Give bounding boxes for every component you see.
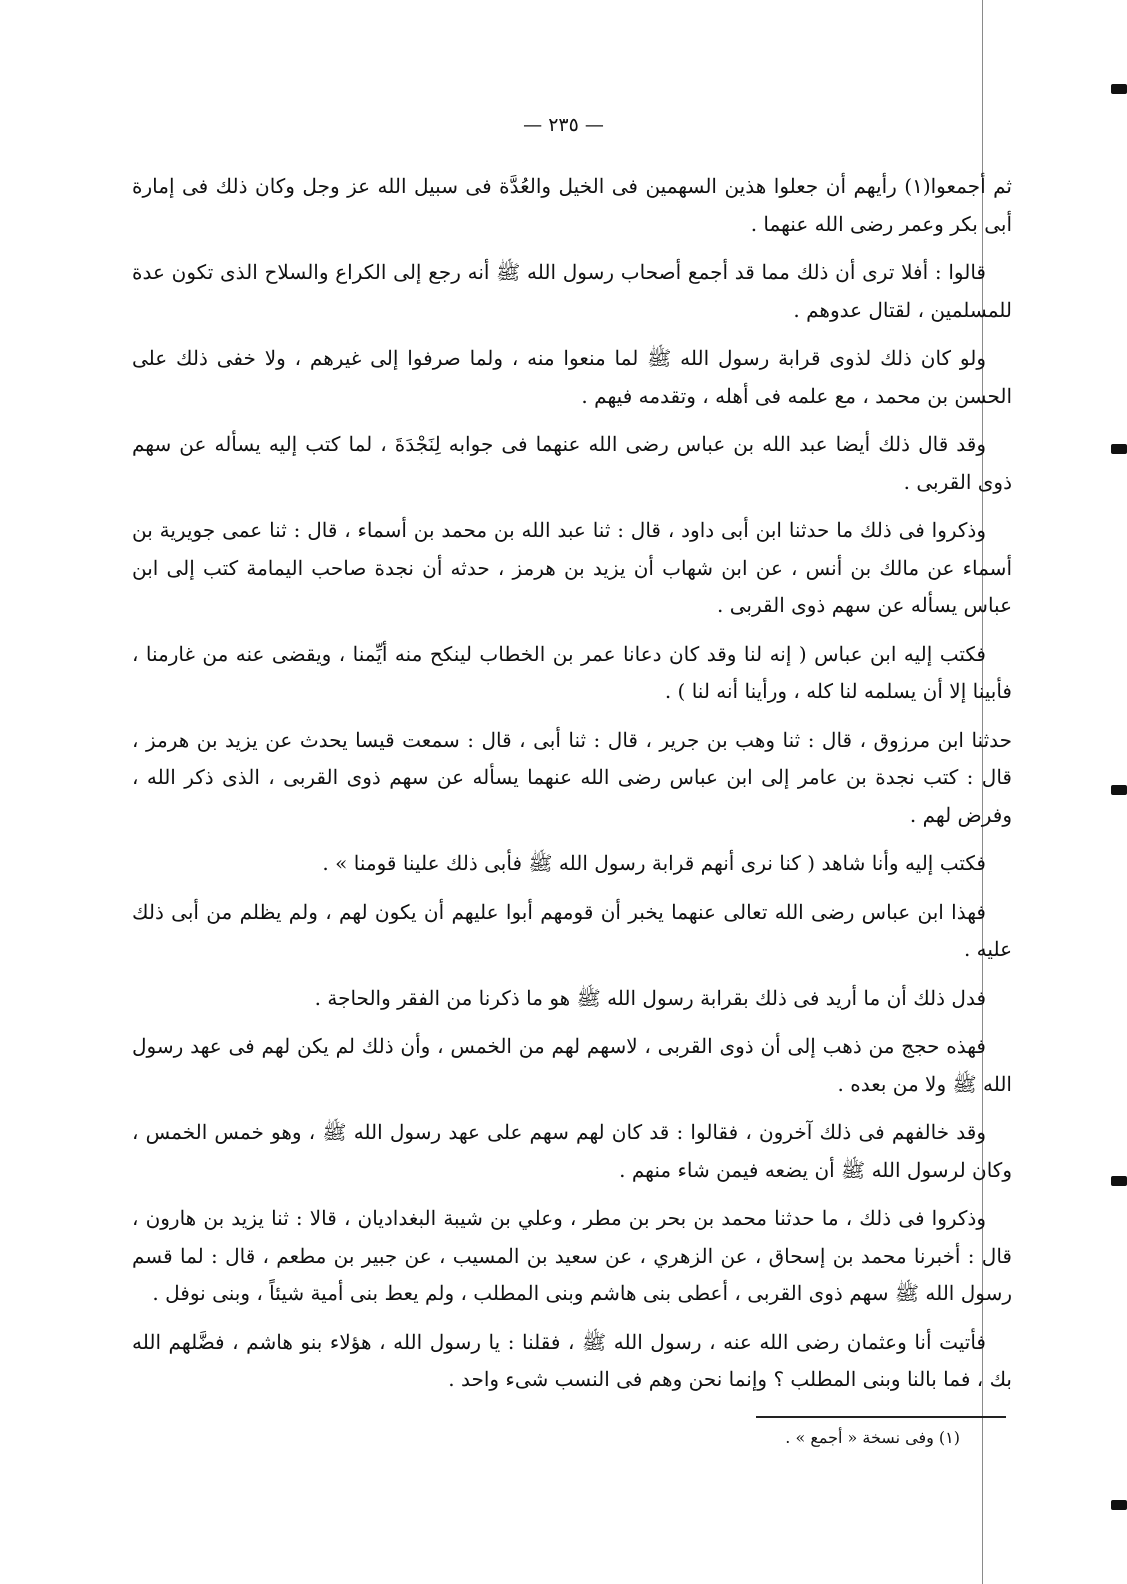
paragraph: وقد خالفهم فى ذلك آخرون ، فقالوا : قد كان لهم سهم على عهد رسول الله ﷺ ، وهو خمس الخمس ، وكان لرسول الله ﷺ أن يضعه فيمن شاء منهم .	[132, 1120, 1012, 1182]
edge-mark	[1111, 84, 1127, 94]
paragraph: وذكروا فى ذلك ما حدثنا ابن أبى داود ، قال : ثنا عبد الله بن محمد بن أسماء ، قال : ثنا عمى جويرية بن أسماء عن مالك بن أنس ، عن ابن شهاب أن يزيد بن هرمز ، حدثه أن نجدة صاحب اليمامة كتب إلى ابن عباس يسأله عن سهم ذوى القربى .	[132, 518, 1012, 617]
edge-mark	[1111, 1176, 1127, 1186]
paragraph: حدثنا ابن مرزوق ، قال : ثنا وهب بن جرير ، قال : ثنا أبى ، قال : سمعت قيسا يحدث عن يزيد بن هرمز ، قال : كتب نجدة بن عامر إلى ابن عباس رضى الله عنهما يسأله عن سهم ذوى القربى ، الذى ذكر الله ، وفرض لهم .	[132, 727, 1012, 827]
footnote-divider	[756, 1416, 1006, 1418]
paragraph: فكتب إليه ابن عباس ( إنه لنا وقد كان دعانا عمر بن الخطاب لينكح منه أيِّمنا ، ويقضى عنه من غارمنا ، فأبينا إلا أن يسلمه لنا كله ، ورأينا أنه لنا ) .	[132, 641, 1012, 703]
paragraph: وذكروا فى ذلك ، ما حدثنا محمد بن بحر بن مطر ، وعلي بن شيبة البغداديان ، قالا : ثنا يزيد بن هارون ، قال : أخبرنا محمد بن إسحاق ، عن الزهري ، عن سعيد بن المسيب ، عن جبير بن مطعم ، قال : لما قسم رسول الله ﷺ سهم ذوى القربى ، أعطى بنى هاشم وبنى المطلب ، ولم يعط بنى أمية شيئاً ، وبنى نوفل .	[132, 1206, 1012, 1305]
paragraph: ولو كان ذلك لذوى قرابة رسول الله ﷺ لما منعوا منه ، ولما صرفوا إلى غيرهم ، ولا خفى ذلك على الحسن بن محمد ، مع علمه فى أهله ، وتقدمه فيهم .	[132, 346, 1012, 408]
paragraph: ثم أجمعوا(١) رأيهم أن جعلوا هذين السهمين فى الخيل والعُدَّة فى سبيل الله عز وجل وكان ذلك فى إمارة أبى بكر وعمر رضى الله عنهما .	[132, 174, 1012, 236]
paragraph: فهذا ابن عباس رضى الله تعالى عنهما يخبر أن قومهم أبوا عليهم أن يكون لهم ، ولم يظلم من أبى ذلك عليه .	[132, 899, 1012, 961]
paragraph: قالوا : أفلا ترى أن ذلك مما قد أجمع أصحاب رسول الله ﷺ أنه رجع إلى الكراع والسلاح الذى تكون عدة للمسلمين ، لقتال عدوهم .	[132, 260, 1012, 322]
paragraph: وقد قال ذلك أيضا عبد الله بن عباس رضى الله عنهما فى جوابه لِنَجْدَةَ ، لما كتب إليه يسأله عن سهم ذوى القربى .	[132, 432, 1012, 494]
edge-mark	[1111, 444, 1127, 454]
paragraph: فدل ذلك أن ما أريد فى ذلك بقرابة رسول الله ﷺ هو ما ذكرنا من الفقر والحاجة .	[314, 985, 986, 1010]
body-text	[132, 168, 1012, 1410]
paragraph: فأتيت أنا وعثمان رضى الله عنه ، رسول الله ﷺ ، فقلنا : يا رسول الله ، هؤلاء بنو هاشم ، فضَّلهم الله بك ، فما بالنا وبنى المطلب ؟ وإنما نحن وهم فى النسب شىء واحد .	[132, 1329, 1012, 1391]
page-number: — ٢٣٥ —	[523, 114, 604, 136]
edge-mark	[1111, 1500, 1127, 1510]
paragraph: فهذه حجج من ذهب إلى أن ذوى القربى ، لاسهم لهم من الخمس ، وأن ذلك لم يكن لهم فى عهد رسول الله ﷺ ولا من بعده .	[132, 1034, 1012, 1096]
footnote: (١) وفى نسخة « أجمع » .	[785, 1428, 960, 1447]
paragraph: فكتب إليه وأنا شاهد ( كنا نرى أنهم قرابة رسول الله ﷺ فأبى ذلك علينا قومنا » .	[322, 851, 986, 875]
edge-mark	[1111, 785, 1127, 795]
